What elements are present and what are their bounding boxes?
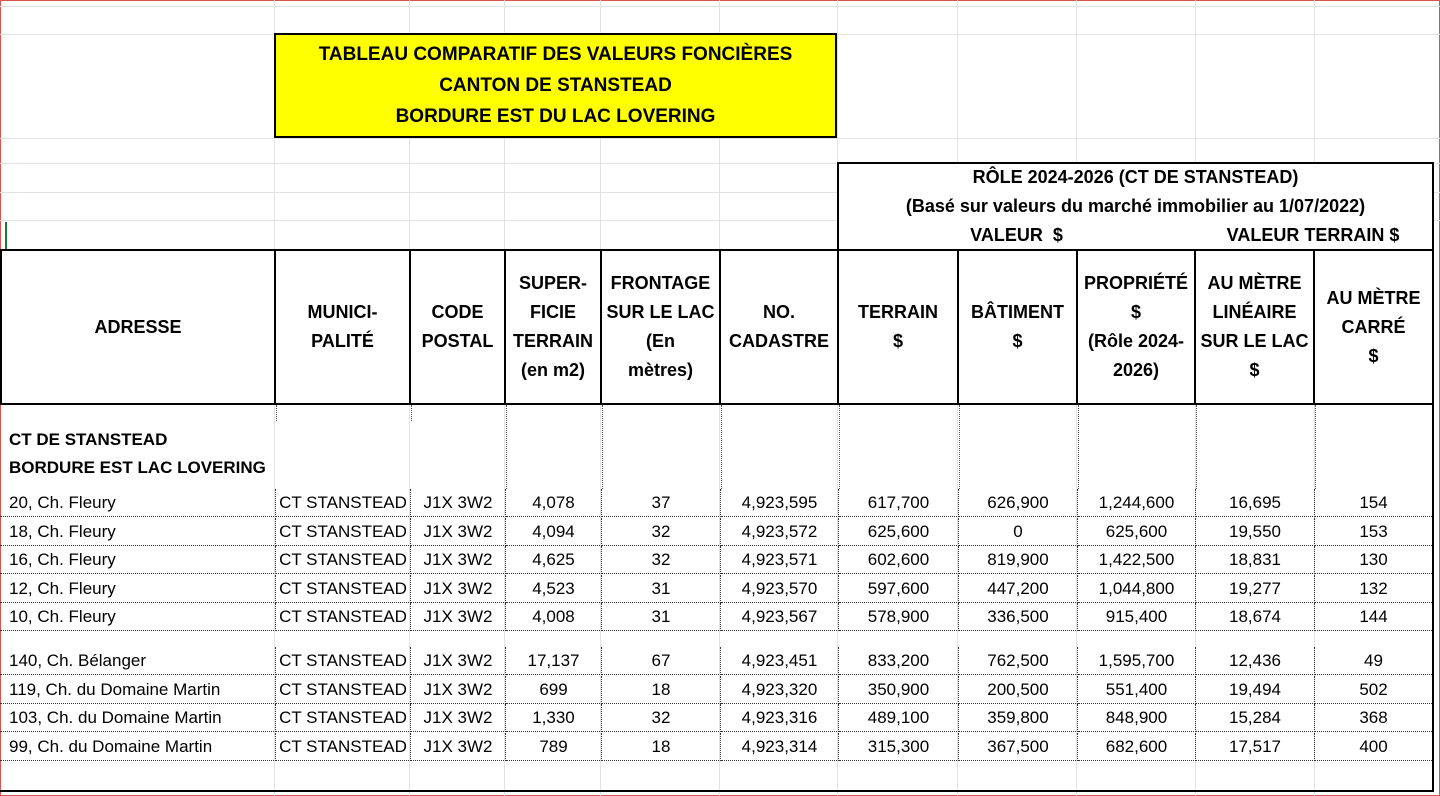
cell-batiment[interactable]: 762,500 [959,647,1078,675]
cell-adresse[interactable]: 20, Ch. Fleury [0,489,276,517]
cell-metre-lineaire[interactable]: 19,277 [1196,575,1315,603]
table-row[interactable] [0,518,1434,546]
cell-batiment[interactable]: 336,500 [959,603,1078,631]
table-title[interactable] [274,33,837,138]
cell-metre-carre[interactable]: 153 [1315,518,1432,546]
cell-frontage[interactable]: 31 [602,603,721,631]
cell-terrain[interactable]: 833,200 [839,647,959,675]
cell-municipalite[interactable]: CT STANSTEAD [276,575,411,603]
role-header-line-1: RÔLE 2024-2026 (CT DE STANSTEAD) [972,167,1299,187]
table-row[interactable] [0,489,1434,517]
column-separator [1078,405,1079,489]
col-header-frontage[interactable]: FRONTAGE SUR LE LAC (En mètres) [602,249,721,405]
cell-propriete[interactable]: 848,900 [1078,704,1196,732]
valeur-terrain-label: VALEUR TERRAIN $ [1226,224,1400,245]
cell-code-postal[interactable]: J1X 3W2 [411,489,506,517]
cell-frontage[interactable]: 37 [602,489,721,517]
title-line-2: CANTON DE STANSTEAD [439,75,672,96]
cell-metre-lineaire[interactable]: 18,674 [1196,603,1315,631]
cell-cadastre[interactable]: 4,923,451 [721,647,839,675]
col-header-metre-lineaire[interactable]: AU MÈTRE LINÉAIRE SUR LE LAC $ [1196,249,1315,405]
cell-batiment[interactable]: 0 [959,518,1078,546]
section-label-2[interactable]: BORDURE EST LAC LOVERING [9,458,266,477]
table-row[interactable] [0,733,1434,761]
cell-superficie[interactable]: 699 [506,676,602,704]
cell-code-postal[interactable]: J1X 3W2 [411,647,506,675]
table-row[interactable] [0,647,1434,675]
cell-frontage[interactable]: 32 [602,518,721,546]
cell-terrain[interactable]: 597,600 [839,575,959,603]
cell-code-postal[interactable]: J1X 3W2 [411,546,506,574]
table-row[interactable] [0,704,1434,732]
cell-batiment[interactable]: 367,500 [959,733,1078,761]
table-row[interactable] [0,676,1434,704]
cell-code-postal[interactable]: J1X 3W2 [411,676,506,704]
cell-cadastre[interactable]: 4,923,572 [721,518,839,546]
cell-terrain[interactable]: 617,700 [839,489,959,517]
cell-cadastre[interactable]: 4,923,314 [721,733,839,761]
section-label-1[interactable]: CT DE STANSTEAD [9,430,168,449]
cell-terrain[interactable]: 315,300 [839,733,959,761]
cell-metre-lineaire[interactable]: 18,831 [1196,546,1315,574]
role-header[interactable] [837,162,1434,221]
cell-metre-carre[interactable]: 154 [1315,489,1432,517]
col-header-metre-carre[interactable]: AU MÈTRE CARRÉ $ [1315,249,1434,405]
col-header-code-postal[interactable]: CODE POSTAL [411,249,506,405]
cell-propriete[interactable]: 551,400 [1078,676,1196,704]
cell-terrain[interactable]: 625,600 [839,518,959,546]
col-header-superficie[interactable]: SUPER- FICIE TERRAIN (en m2) [506,249,602,405]
table-row[interactable] [0,546,1434,574]
cell-metre-lineaire[interactable]: 19,494 [1196,676,1315,704]
cell-propriete[interactable]: 1,422,500 [1078,546,1196,574]
cell-superficie[interactable]: 4,523 [506,575,602,603]
cell-metre-carre[interactable]: 502 [1315,676,1432,704]
valeur-group-header[interactable] [837,220,1196,250]
col-header-cadastre[interactable]: NO. CADASTRE [721,249,839,405]
table-row[interactable] [0,603,1434,631]
column-separator [506,405,507,489]
cell-municipalite[interactable]: CT STANSTEAD [276,733,411,761]
cell-propriete[interactable]: 1,244,600 [1078,489,1196,517]
cell-metre-lineaire[interactable]: 19,550 [1196,518,1315,546]
cell-cadastre[interactable]: 4,923,567 [721,603,839,631]
cell-propriete[interactable]: 1,595,700 [1078,647,1196,675]
cell-metre-carre[interactable]: 49 [1315,647,1432,675]
cell-superficie[interactable]: 4,078 [506,489,602,517]
cell-frontage[interactable]: 32 [602,546,721,574]
table-bottom-border [0,790,1434,792]
cell-municipalite[interactable]: CT STANSTEAD [276,546,411,574]
cell-cadastre[interactable]: 4,923,316 [721,704,839,732]
cell-frontage[interactable]: 67 [602,647,721,675]
title-line-3: BORDURE EST DU LAC LOVERING [395,106,716,127]
cell-cadastre[interactable]: 4,923,320 [721,676,839,704]
cell-superficie[interactable]: 17,137 [506,647,602,675]
cell-cadastre[interactable]: 4,923,571 [721,546,839,574]
table-row[interactable] [0,575,1434,603]
cell-adresse[interactable]: 12, Ch. Fleury [0,575,276,603]
valeur-terrain-group-header[interactable] [1194,220,1434,250]
cell-superficie[interactable]: 1,330 [506,704,602,732]
cell-adresse[interactable]: 16, Ch. Fleury [0,546,276,574]
col-header-propriete[interactable]: PROPRIÉTÉ $ (Rôle 2024- 2026) [1078,249,1196,405]
cell-metre-carre[interactable]: 368 [1315,704,1432,732]
cell-terrain[interactable]: 350,900 [839,676,959,704]
cell-code-postal[interactable]: J1X 3W2 [411,603,506,631]
cell-cadastre[interactable]: 4,923,595 [721,489,839,517]
col-header-batiment[interactable]: BÂTIMENT $ [959,249,1078,405]
cell-propriete[interactable]: 625,600 [1078,518,1196,546]
cell-frontage[interactable]: 18 [602,676,721,704]
col-header-municipalite[interactable]: MUNICI- PALITÉ [276,249,411,405]
cell-adresse[interactable]: 18, Ch. Fleury [0,518,276,546]
cell-metre-carre[interactable]: 132 [1315,575,1432,603]
cell-batiment[interactable]: 447,200 [959,575,1078,603]
cell-adresse[interactable]: 119, Ch. du Domaine Martin [0,676,276,704]
cell-municipalite[interactable]: CT STANSTEAD [276,489,411,517]
cell-adresse[interactable]: 103, Ch. du Domaine Martin [0,704,276,732]
table-right-border [1432,405,1434,792]
cell-municipalite[interactable]: CT STANSTEAD [276,704,411,732]
col-header-adresse[interactable]: ADRESSE [0,249,276,405]
column-separator [411,405,412,421]
cell-cadastre[interactable]: 4,923,570 [721,575,839,603]
cell-superficie[interactable]: 4,625 [506,546,602,574]
cell-adresse[interactable]: 99, Ch. du Domaine Martin [0,733,276,761]
cell-code-postal[interactable]: J1X 3W2 [411,575,506,603]
column-separator [276,405,277,421]
column-separator [839,405,840,489]
column-separator [1196,405,1197,489]
column-separator [1315,405,1316,489]
cell-frontage[interactable]: 32 [602,704,721,732]
cell-batiment[interactable]: 819,900 [959,546,1078,574]
title-line-1: TABLEAU COMPARATIF DES VALEURS FONCIÈRES [318,44,793,65]
column-separator [602,405,603,489]
cell-superficie[interactable]: 789 [506,733,602,761]
cell-metre-lineaire[interactable]: 17,517 [1196,733,1315,761]
cell-terrain[interactable]: 578,900 [839,603,959,631]
cell-terrain[interactable]: 602,600 [839,546,959,574]
col-header-terrain[interactable]: TERRAIN $ [839,249,959,405]
cell-batiment[interactable]: 200,500 [959,676,1078,704]
cell-municipalite[interactable]: CT STANSTEAD [276,647,411,675]
cell-metre-lineaire[interactable]: 12,436 [1196,647,1315,675]
cell-metre-lineaire[interactable]: 16,695 [1196,489,1315,517]
cell-batiment[interactable]: 359,800 [959,704,1078,732]
cell-municipalite[interactable]: CT STANSTEAD [276,518,411,546]
column-separator [959,405,960,489]
role-header-line-2: (Basé sur valeurs du marché immobilier au 1/07/2022) [905,196,1366,216]
cell-superficie[interactable]: 4,008 [506,603,602,631]
column-separator [721,405,722,489]
cell-metre-carre[interactable]: 144 [1315,603,1432,631]
cell-code-postal[interactable]: J1X 3W2 [411,704,506,732]
cell-terrain[interactable]: 489,100 [839,704,959,732]
cell-adresse[interactable]: 10, Ch. Fleury [0,603,276,631]
cell-frontage[interactable]: 18 [602,733,721,761]
active-cell-marker [5,222,7,249]
cell-adresse[interactable]: 140, Ch. Bélanger [0,647,276,675]
cell-municipalite[interactable]: CT STANSTEAD [276,676,411,704]
cell-code-postal[interactable]: J1X 3W2 [411,518,506,546]
cell-superficie[interactable]: 4,094 [506,518,602,546]
cell-code-postal[interactable]: J1X 3W2 [411,733,506,761]
valeur-label: VALEUR $ [970,224,1063,245]
cell-propriete[interactable]: 915,400 [1078,603,1196,631]
cell-frontage[interactable]: 31 [602,575,721,603]
cell-metre-carre[interactable]: 130 [1315,546,1432,574]
cell-metre-carre[interactable]: 400 [1315,733,1432,761]
cell-batiment[interactable]: 626,900 [959,489,1078,517]
cell-metre-lineaire[interactable]: 15,284 [1196,704,1315,732]
cell-propriete[interactable]: 682,600 [1078,733,1196,761]
cell-propriete[interactable]: 1,044,800 [1078,575,1196,603]
cell-municipalite[interactable]: CT STANSTEAD [276,603,411,631]
